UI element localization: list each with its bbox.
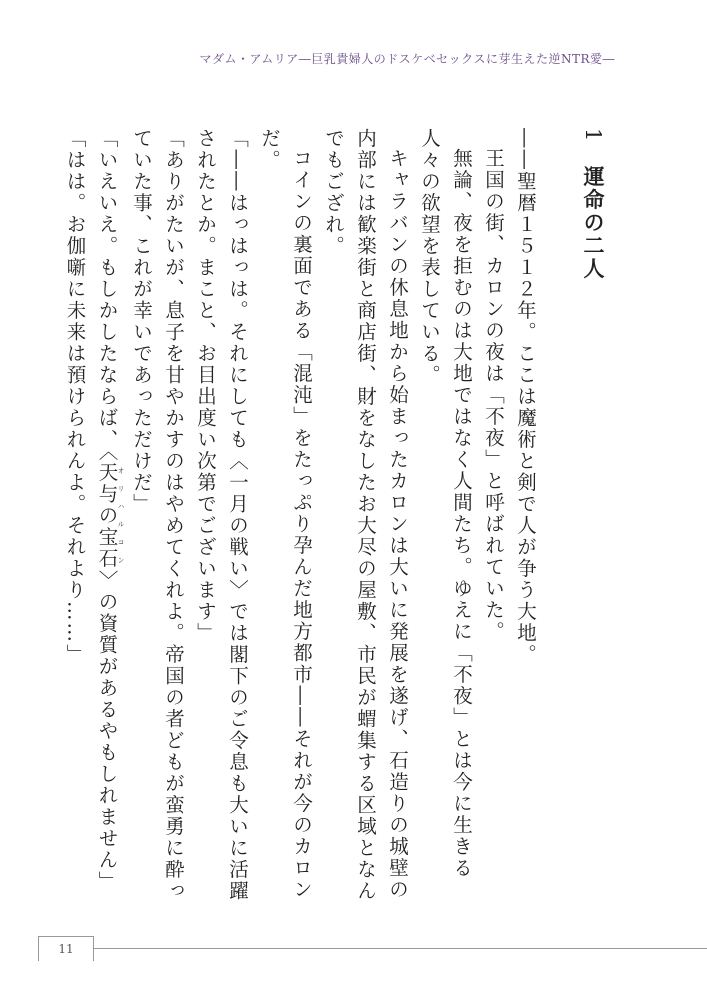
ruby-base: 天与の宝石: [95, 462, 119, 570]
page-footer: [0, 936, 707, 960]
chapter-number: 1: [581, 128, 605, 144]
ruby-reading: オリハルコン: [117, 462, 125, 570]
running-header: マダム・アムリア―巨乳貴婦人のドスケベセックスに芽生えた逆NTR愛―: [199, 52, 615, 66]
paragraph-9: 「はは。お伽噺に未来は預けられんよ。それより……」: [63, 128, 87, 666]
page-number: 11: [58, 942, 74, 956]
paragraph-4: キャラバンの休息地から始まったカロンは大いに発展を遂げ、石造りの城壁の内部には歓楽街と商店街、財をなしたお大尽の屋敷、市民が蝟集する区域となんでもござれ。: [322, 128, 409, 902]
paragraph-3: 無論、夜を拒むのは大地ではなく人間たち。ゆえに「不夜」とは今に生きる人々の欲望を表している。: [418, 128, 473, 879]
paragraph-8-end: 〉の資質があるやもしれません」: [95, 569, 119, 893]
chapter-heading: [577, 128, 609, 908]
paragraph-1: ――聖暦１５１２年。ここは魔術と剣で人が争う大地。: [514, 128, 537, 666]
footer-rule: [92, 948, 707, 949]
paragraph-8: [91, 128, 126, 908]
page-number-tab: [38, 936, 94, 961]
paragraph-8-start: 「いえいえ。もしかしたならば、〈: [95, 128, 119, 463]
paragraph-2: 王国の街、カロンの夜は「不夜」と呼ばれていた。: [482, 147, 505, 642]
chapter-title: 運命の二人: [581, 165, 606, 281]
paragraph-5: コインの裏面である「混沌」をたっぷり孕んだ地方都市――それが今のカロンだ。: [258, 128, 313, 900]
paragraph-6: 「――はっはっは。それにしても〈一月の戦い〉では閣下のご令息も大いに活躍されたとか。まこと、お目出度い次第でございます」: [194, 128, 249, 902]
paragraph-7: 「ありがたいが、息子を甘やかすのはやめてくれよ。帝国の者どもが蛮勇に酔っていた事、これが幸いであっただけだ」: [130, 128, 185, 902]
ruby-annotation: [95, 462, 125, 570]
vertical-text-block: [59, 128, 610, 908]
